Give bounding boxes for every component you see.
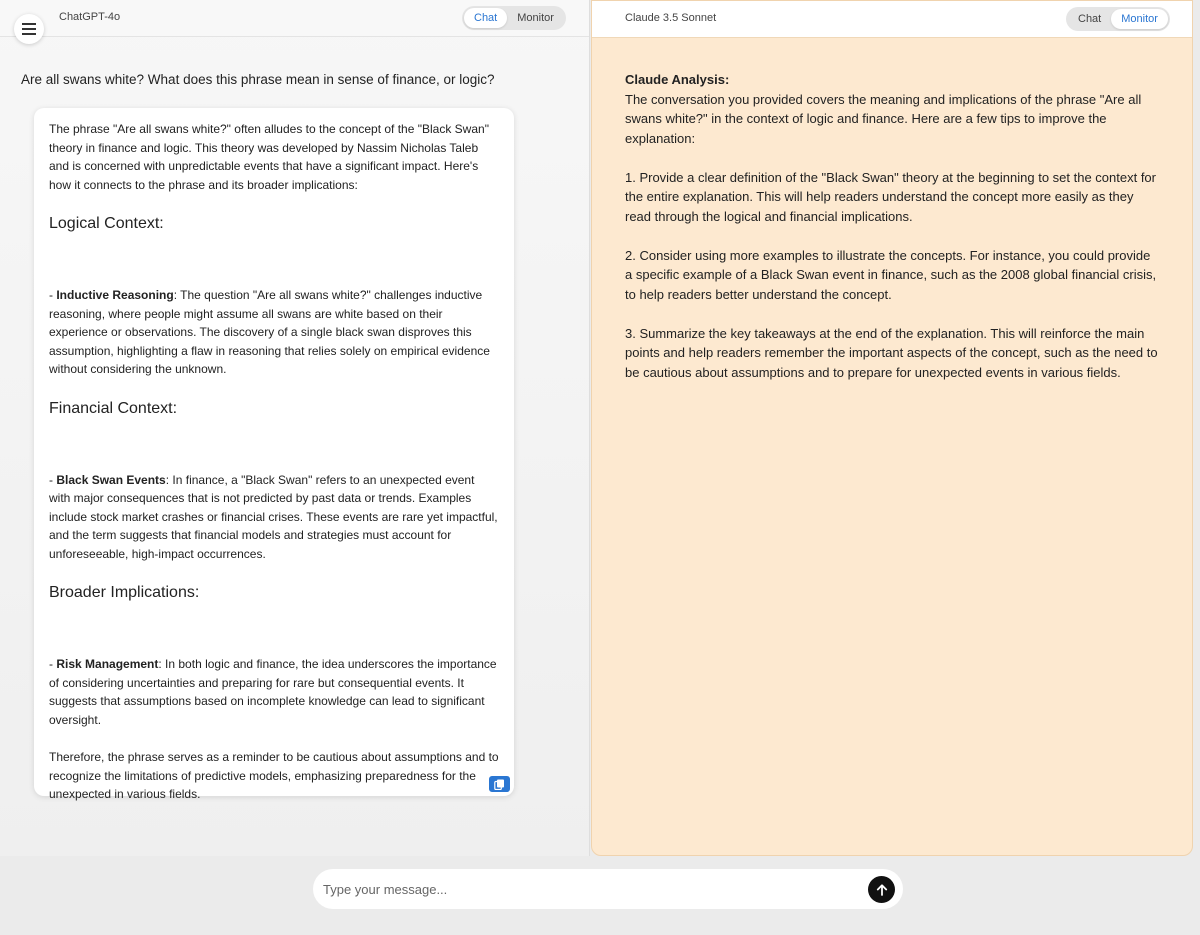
monitor-tab[interactable]: Monitor bbox=[1111, 9, 1168, 29]
chat-monitor-toggle bbox=[462, 6, 566, 30]
chatgpt-panel bbox=[0, 0, 590, 856]
chat-tab[interactable]: Chat bbox=[1078, 13, 1102, 25]
bullet-text: : In finance, a "Black Swan" refers to an unexpected event with major consequences that is not predicted by past data or trends. Examples include stock market crashes or financial crises. These events are rare yet impactful, and the term suggests that financial models and strategies must account for unforeseeable, high-impact occurrences. bbox=[49, 472, 498, 561]
analysis-intro: The conversation you provided covers the meaning and implications of the phrase "Are all swans white?" in the context of logic and finance. Here are a few tips to improve the explanation: bbox=[625, 91, 1142, 146]
copy-button[interactable] bbox=[489, 776, 510, 792]
message-input-bar bbox=[313, 869, 903, 909]
user-question: Are all swans white? What does this phrase mean in sense of finance, or logic? bbox=[21, 72, 495, 87]
copy-icon bbox=[494, 779, 505, 790]
monitor-tab[interactable]: Monitor bbox=[517, 12, 554, 24]
bullet-item bbox=[49, 471, 499, 564]
bullet-term: Black Swan Events bbox=[56, 472, 166, 487]
model-name: Claude 3.5 Sonnet bbox=[625, 12, 717, 24]
message-input[interactable] bbox=[323, 879, 843, 899]
model-name: ChatGPT-4o bbox=[59, 11, 121, 23]
bullet-text: : In both logic and finance, the idea underscores the importance of considering uncertainties and preparing for rare but consequential events. It suggests that assumptions based on incomplete knowledge can lead to significant oversight. bbox=[49, 657, 497, 727]
section-heading: Financial Context: bbox=[49, 399, 178, 417]
claude-panel-header bbox=[592, 1, 1192, 38]
arrow-up-icon bbox=[876, 884, 888, 896]
bullet-prefix: - bbox=[49, 288, 57, 302]
bullet-term: Inductive Reasoning bbox=[56, 288, 174, 302]
menu-button[interactable] bbox=[14, 14, 44, 44]
response-conclusion: Therefore, the phrase serves as a reminder to be cautious about assumptions and to recognize the limitations of predictive models, emphasizing preparedness for the unexpected in various fields. bbox=[49, 750, 499, 801]
chatgpt-panel-header bbox=[0, 0, 589, 37]
analysis-tip: 3. Summarize the key takeaways at the end of the explanation. This will reinforce the main points and help readers remember the important aspects of the concept, such as the need to be cautious about assumptions and to prepare for unexpected events in various fields. bbox=[625, 325, 1158, 380]
bullet-item bbox=[49, 655, 499, 729]
section-heading: Broader Implications: bbox=[49, 584, 200, 601]
response-intro: The phrase "Are all swans white?" often alludes to the concept of the "Black Swan" theory in finance and logic. This theory was developed by Nassim Nicholas Taleb and is concerned with unpredictable events that have a significant impact. Here's how it connects to the phrase and its broader implications: bbox=[49, 122, 489, 192]
analysis-tip: 1. Provide a clear definition of the "Black Swan" theory at the beginning to set the context for the entire explanation. This will help readers understand the concept more easily as they read through the logical and financial implications. bbox=[625, 169, 1156, 224]
bullet-prefix: - bbox=[49, 472, 57, 487]
claude-panel bbox=[591, 0, 1193, 856]
chat-monitor-toggle bbox=[1066, 7, 1170, 31]
bullet-prefix: - bbox=[49, 657, 57, 671]
assistant-response-card bbox=[34, 108, 514, 801]
bullet-text: : The question "Are all swans white?" challenges inductive reasoning, where people might assume all swans are white based on their experience or observations. The discovery of a single black swan disproves this assumption, highlighting a flaw in reasoning that relies solely on empirical evidence without considering the unknown. bbox=[49, 288, 490, 376]
chat-tab[interactable]: Chat bbox=[464, 8, 507, 28]
section-heading: Logical Context: bbox=[49, 215, 164, 232]
hamburger-menu-icon bbox=[22, 23, 36, 35]
bullet-item bbox=[49, 286, 499, 379]
claude-analysis bbox=[625, 70, 1160, 402]
bullet-term: Risk Management bbox=[56, 657, 159, 671]
analysis-title: Claude Analysis: bbox=[625, 72, 730, 87]
send-button[interactable] bbox=[868, 876, 895, 903]
analysis-tip: 2. Consider using more examples to illustrate the concepts. For instance, you could provide a specific example of a Black Swan event in finance, such as the 2008 global financial crisis, to help readers better understand the concept. bbox=[625, 247, 1157, 302]
